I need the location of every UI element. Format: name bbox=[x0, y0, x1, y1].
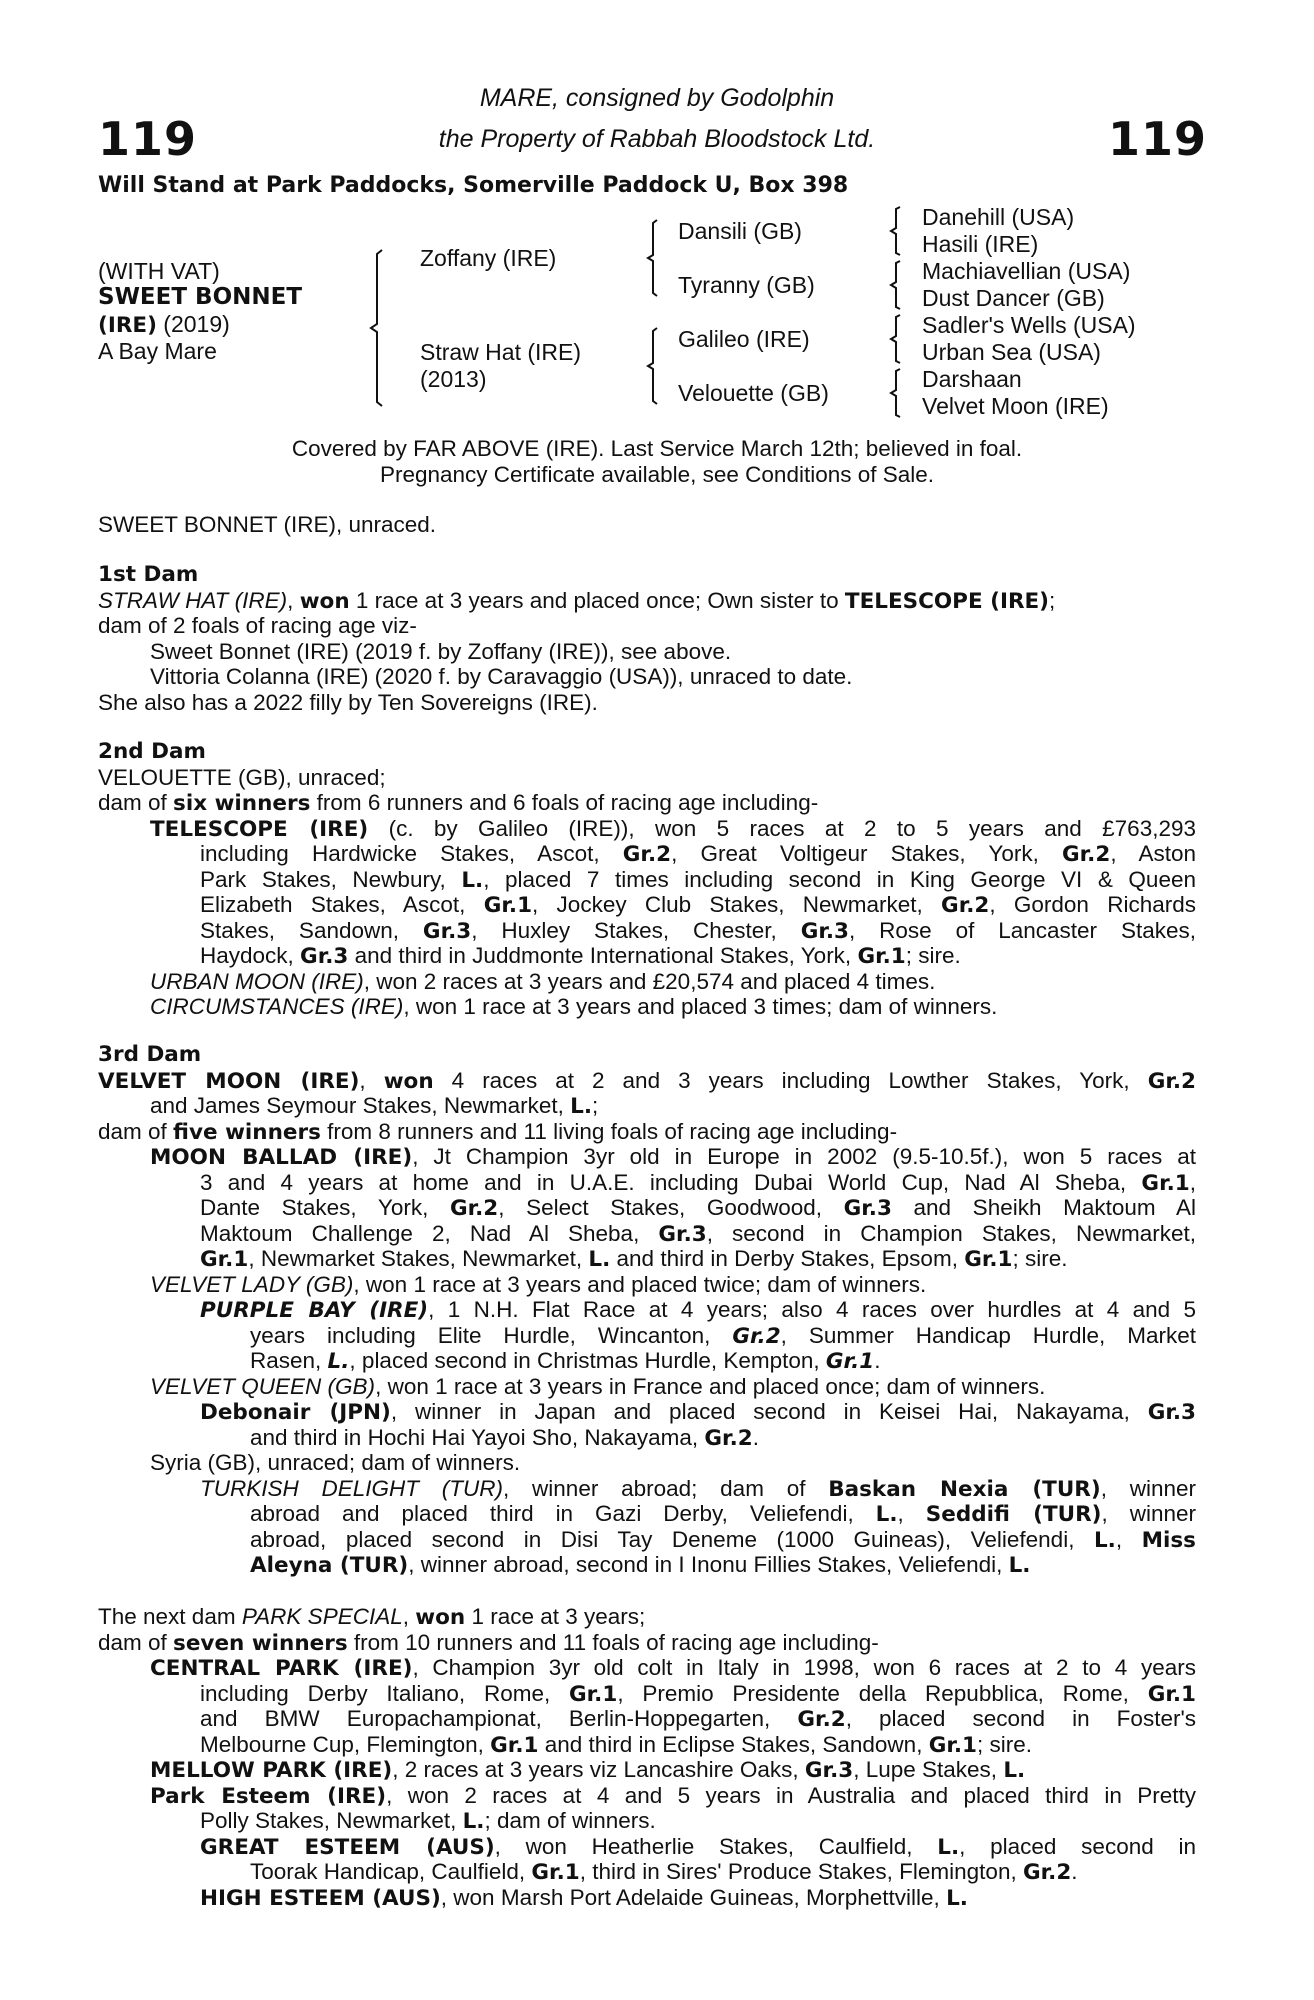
gen4-ancestor: Velvet Moon (IRE) bbox=[922, 393, 1109, 419]
progeny-line: Melbourne Cup, Flemington, Gr.1 and third in Eclipse Stakes, Sandown, Gr.1; sire. bbox=[200, 1731, 1033, 1758]
progeny-line: VELVET LADY (GB), won 1 race at 3 years and placed twice; dam of winners. bbox=[150, 1271, 927, 1297]
progeny-line: URBAN MOON (IRE), won 2 races at 3 years and £20,574 and placed 4 times. bbox=[150, 968, 936, 994]
progeny-line: TURKISH DELIGHT (TUR), winner abroad; dam of Baskan Nexia (TUR), winner bbox=[200, 1475, 1196, 1502]
progeny-line: Haydock, Gr.3 and third in Juddmonte International Stakes, York, Gr.1; sire. bbox=[200, 943, 961, 969]
dam-line: STRAW HAT (IRE), won 1 race at 3 years and placed once; Own sister to TELESCOPE (IRE); bbox=[98, 587, 1056, 614]
dam-name: Straw Hat (IRE) bbox=[420, 339, 582, 365]
progeny-line: 3 and 4 years at home and in U.A.E. including Dubai World Cup, Nad Al Sheba, Gr.1, bbox=[200, 1169, 1196, 1196]
progeny-line: Dante Stakes, York, Gr.2, Select Stakes, Goodwood, Gr.3 and Sheikh Maktoum Al bbox=[200, 1195, 1196, 1221]
dam-line: dam of seven winners from 10 runners and 11 foals of racing age including- bbox=[98, 1629, 879, 1656]
next-dam-section bbox=[98, 1604, 1196, 1910]
progeny-line: MOON BALLAD (IRE), Jt Champion 3yr old in Europe in 2002 (9.5-10.5f.), won 5 races at bbox=[150, 1144, 1196, 1170]
progeny-line: VELVET QUEEN (GB), won 1 race at 3 years in France and placed once; dam of winners. bbox=[150, 1373, 1046, 1399]
progeny-line: Elizabeth Stakes, Ascot, Gr.1, Jockey Club Stakes, Newmarket, Gr.2, Gordon Richards bbox=[200, 892, 1196, 918]
lot-number-right: 119 bbox=[1108, 112, 1208, 166]
progeny-line: HIGH ESTEEM (AUS), won Marsh Port Adelaide Guineas, Morphettville, L. bbox=[200, 1884, 968, 1911]
dam-sire: Galileo (IRE) bbox=[678, 326, 810, 352]
dam-line: VELOUETTE (GB), unraced; bbox=[98, 764, 386, 790]
section-heading: 3rd Dam bbox=[98, 1042, 202, 1067]
pedigree-brace-dam bbox=[645, 326, 661, 406]
intro-line: SWEET BONNET (IRE), unraced. bbox=[98, 512, 437, 537]
gen4-ancestor: Machiavellian (USA) bbox=[922, 258, 1131, 284]
progeny-line: Maktoum Challenge 2, Nad Al Sheba, Gr.3, second in Champion Stakes, Newmarket, bbox=[200, 1220, 1196, 1247]
horse-origin: (IRE) bbox=[98, 313, 157, 338]
dam-line: The next dam PARK SPECIAL, won 1 race at 3 years; bbox=[98, 1604, 646, 1630]
progeny-line: Gr.1, Newmarket Stakes, Newmarket, L. and third in Derby Stakes, Epsom, Gr.1; sire. bbox=[200, 1246, 1068, 1272]
progeny-line: CIRCUMSTANCES (IRE), won 1 race at 3 years and placed 3 times; dam of winners. bbox=[150, 994, 998, 1019]
pregnancy-note: Pregnancy Certificate available, see Conditions of Sale. bbox=[379, 462, 935, 487]
dam-year: (2013) bbox=[420, 366, 487, 392]
gen4-ancestor: Darshaan bbox=[922, 366, 1022, 392]
progeny-line: Park Stakes, Newbury, L., placed 7 times including second in King George VI & Queen bbox=[200, 866, 1196, 893]
consignor-line-2: the Property of Rabbah Bloodstock Ltd. bbox=[438, 125, 876, 153]
horse-origin-year bbox=[98, 311, 230, 339]
horse-name: SWEET BONNET bbox=[98, 284, 303, 310]
third-dam-section bbox=[98, 1042, 1196, 1578]
progeny-line: TELESCOPE (IRE) (c. by Galileo (IRE)), won 5 races at 2 to 5 years and £763,293 bbox=[150, 815, 1196, 842]
pedigree-brace-gen4-2 bbox=[888, 259, 904, 311]
progeny-line: GREAT ESTEEM (AUS), won Heatherlie Stakes, Caulfield, L., placed second in bbox=[200, 1833, 1196, 1860]
dam-line: dam of five winners from 8 runners and 11 living foals of racing age including- bbox=[98, 1118, 898, 1145]
section-heading: 2nd Dam bbox=[98, 739, 206, 764]
section-heading: 1st Dam bbox=[98, 562, 199, 587]
dam-line: VELVET MOON (IRE), won 4 races at 2 and 3 years including Lowther Stakes, York, Gr.2 bbox=[98, 1067, 1196, 1094]
progeny-line: including Hardwicke Stakes, Ascot, Gr.2, Great Voltigeur Stakes, York, Gr.2, Aston bbox=[200, 841, 1197, 867]
pedigree-brace-main bbox=[368, 248, 388, 408]
progeny-line: CENTRAL PARK (IRE), Champion 3yr old colt in Italy in 1998, won 6 races at 2 to 4 years bbox=[150, 1655, 1196, 1681]
gen4-ancestor: Urban Sea (USA) bbox=[922, 339, 1101, 365]
dam-line: dam of six winners from 6 runners and 6 foals of racing age including- bbox=[98, 790, 819, 816]
progeny-line: Toorak Handicap, Caulfield, Gr.1, third in Sires' Produce Stakes, Flemington, Gr.2. bbox=[250, 1859, 1078, 1885]
first-dam-section bbox=[98, 562, 1196, 715]
progeny-line: and BMW Europachampionat, Berlin-Hoppegarten, Gr.2, placed second in Foster's bbox=[200, 1706, 1196, 1732]
foal-line: Vittoria Colanna (IRE) (2020 f. by Caravaggio (USA)), unraced to date. bbox=[150, 664, 853, 689]
progeny-line: PURPLE BAY (IRE), 1 N.H. Flat Race at 4 years; also 4 races over hurdles at 4 and 5 bbox=[200, 1297, 1196, 1323]
dam-line: and James Seymour Stakes, Newmarket, L.; bbox=[150, 1093, 599, 1119]
dam-line: dam of 2 foals of racing age viz- bbox=[98, 613, 417, 638]
progeny-line: Debonair (JPN), winner in Japan and placed second in Keisei Hai, Nakayama, Gr.3 bbox=[200, 1399, 1196, 1425]
progeny-line: Stakes, Sandown, Gr.3, Huxley Stakes, Chester, Gr.3, Rose of Lancaster Stakes, bbox=[200, 917, 1196, 944]
pedigree-brace-gen4-4 bbox=[888, 367, 904, 419]
sire-sire: Dansili (GB) bbox=[678, 218, 802, 244]
progeny-line: Aleyna (TUR), winner abroad, second in I Inonu Fillies Stakes, Veliefendi, L. bbox=[250, 1552, 1031, 1578]
gen4-ancestor: Danehill (USA) bbox=[922, 204, 1075, 230]
pedigree-brace-gen4-1 bbox=[888, 205, 904, 257]
gen4-ancestor: Sadler's Wells (USA) bbox=[922, 312, 1136, 338]
dam-dam: Velouette (GB) bbox=[678, 380, 829, 406]
progeny-line: and third in Hochi Hai Yayoi Sho, Nakayama, Gr.2. bbox=[250, 1424, 759, 1451]
pedigree-brace-sire bbox=[645, 218, 661, 298]
stand-location: Will Stand at Park Paddocks, Somerville Paddock U, Box 398 bbox=[98, 173, 849, 198]
pedigree-brace-gen4-3 bbox=[888, 313, 904, 365]
lot-number-left: 119 bbox=[98, 112, 198, 166]
horse-year: (2019) bbox=[156, 311, 230, 337]
progeny-line: years including Elite Hurdle, Wincanton, Gr.2, Summer Handicap Hurdle, Market bbox=[250, 1322, 1196, 1349]
gen4-ancestor: Hasili (IRE) bbox=[922, 231, 1039, 257]
consignor-line-1: MARE, consigned by Godolphin bbox=[479, 84, 835, 112]
covered-note: Covered by FAR ABOVE (IRE). Last Service March 12th; believed in foal. bbox=[291, 436, 1023, 461]
foal-line: Sweet Bonnet (IRE) (2019 f. by Zoffany (IRE)), see above. bbox=[150, 638, 732, 664]
gen4-ancestor: Dust Dancer (GB) bbox=[922, 285, 1105, 311]
sire-name: Zoffany (IRE) bbox=[420, 245, 557, 271]
vat-note: (WITH VAT) bbox=[98, 258, 220, 284]
second-dam-section bbox=[98, 739, 1196, 1020]
dam-line: She also has a 2022 filly by Ten Sovereigns (IRE). bbox=[98, 689, 598, 715]
progeny-line: Rasen, L., placed second in Christmas Hurdle, Kempton, Gr.1. bbox=[250, 1348, 881, 1374]
progeny-line: Syria (GB), unraced; dam of winners. bbox=[150, 1450, 521, 1475]
horse-description: A Bay Mare bbox=[98, 338, 217, 364]
progeny-line: MELLOW PARK (IRE), 2 races at 3 years viz Lancashire Oaks, Gr.3, Lupe Stakes, L. bbox=[150, 1757, 1026, 1783]
progeny-line: abroad, placed second in Disi Tay Deneme (1000 Guineas), Veliefendi, L., Miss bbox=[250, 1526, 1196, 1553]
sire-dam: Tyranny (GB) bbox=[678, 272, 815, 298]
progeny-line: Park Esteem (IRE), won 2 races at 4 and 5 years in Australia and placed third in Pretty bbox=[150, 1782, 1196, 1809]
progeny-line: abroad and placed third in Gazi Derby, Veliefendi, L., Seddifi (TUR), winner bbox=[250, 1501, 1196, 1527]
progeny-line: Polly Stakes, Newmarket, L.; dam of winners. bbox=[200, 1808, 656, 1834]
progeny-line: including Derby Italiano, Rome, Gr.1, Premio Presidente della Repubblica, Rome, Gr.1 bbox=[200, 1680, 1196, 1707]
